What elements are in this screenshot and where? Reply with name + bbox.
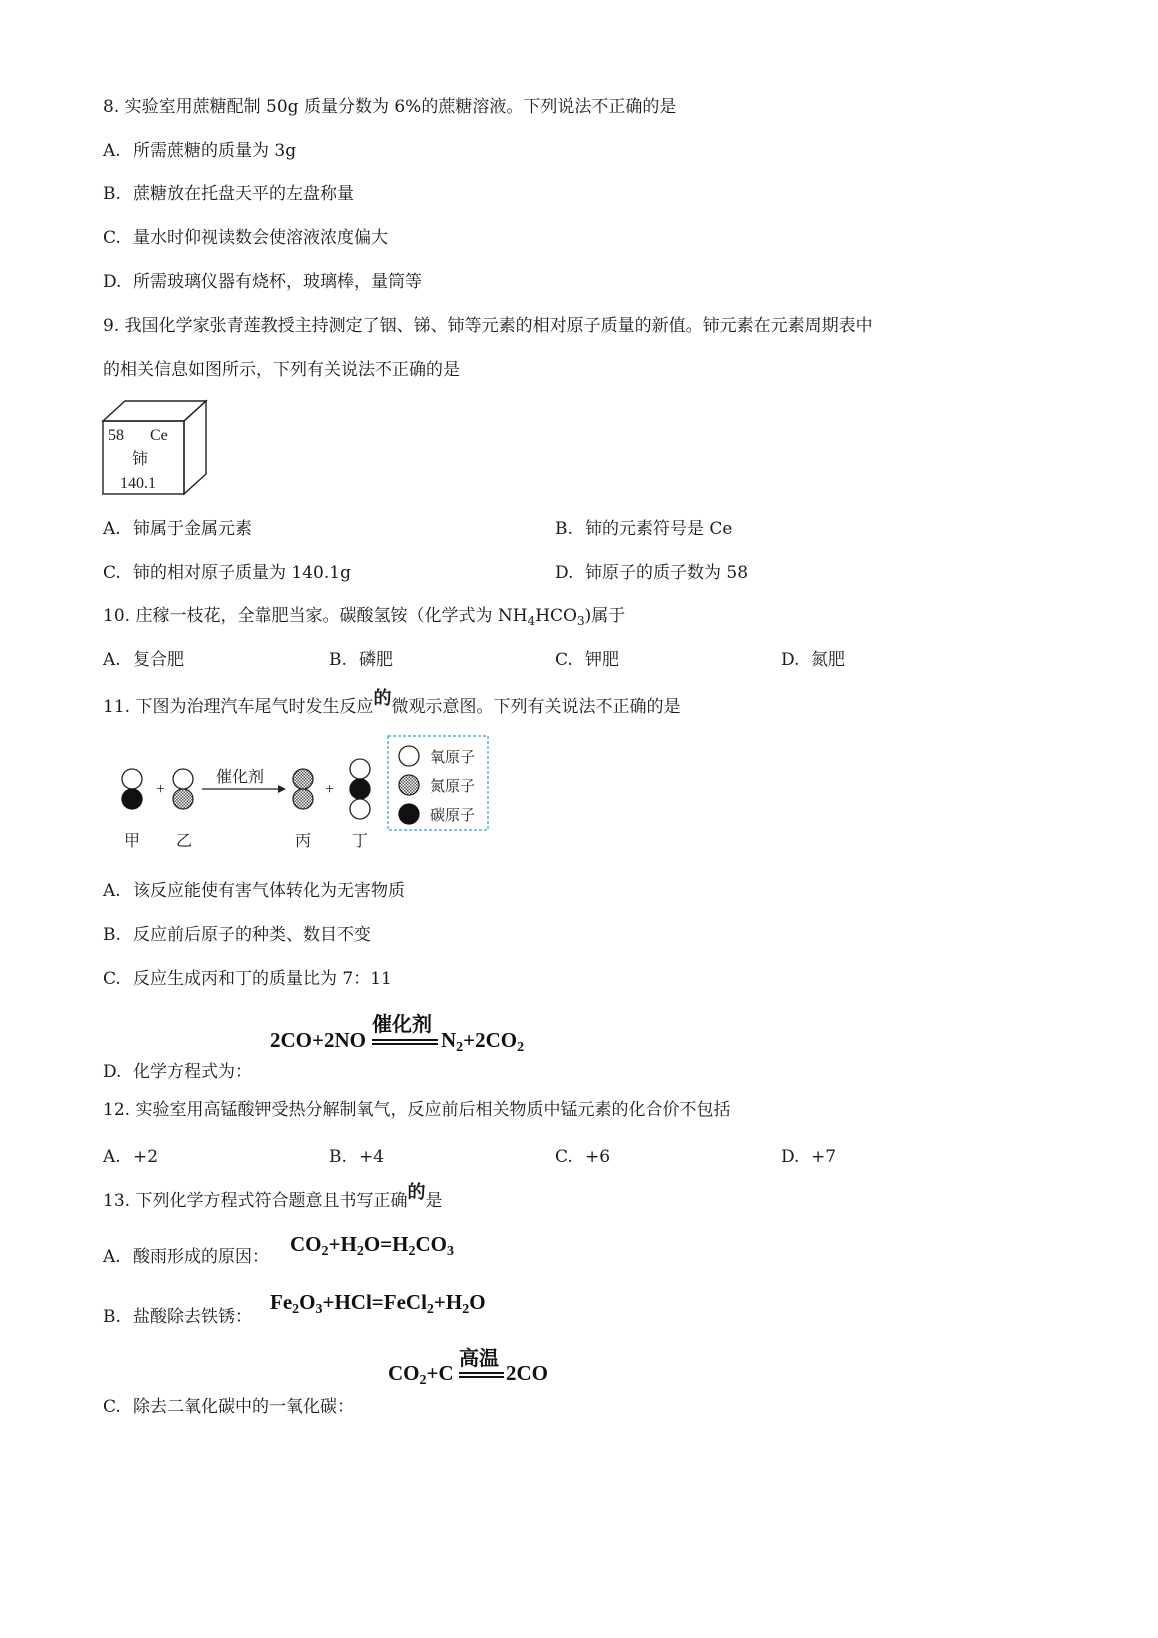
q13-stem [103, 1182, 443, 1212]
eq-part: +2CO [463, 1028, 518, 1052]
option-letter: A. [103, 519, 121, 539]
eq-part: CO [415, 1232, 447, 1256]
q13-option-a [103, 1246, 269, 1268]
equation-condition: 高温 [459, 1348, 499, 1370]
q12-option-a [103, 1146, 158, 1168]
option-text: 量水时仰视读数会使溶液浓度偏大 [133, 228, 388, 248]
option-text: 除去二氧化碳中的一氧化碳： [133, 1397, 354, 1417]
label-yi: 乙 [176, 831, 193, 850]
element-card-cerium [100, 398, 210, 498]
q13-equation-a [290, 1232, 454, 1260]
option-letter: B. [329, 1147, 347, 1167]
label-ding: 丁 [352, 831, 369, 850]
carbon-atom [122, 789, 142, 809]
option-letter: B. [329, 650, 347, 670]
option-text: 酸雨形成的原因： [133, 1247, 269, 1267]
q9-option-b [555, 518, 732, 540]
q12-option-c [555, 1146, 610, 1168]
eq-part: CO [388, 1361, 420, 1385]
q11-option-b [103, 924, 371, 946]
q9-option-a [103, 518, 252, 540]
q9-option-d [555, 562, 748, 584]
option-letter: C. [103, 969, 121, 989]
q9-stem-line2: 的相关信息如图所示，下列有关说法不正确的是 [103, 360, 460, 380]
option-text: 所需玻璃仪器有烧杯，玻璃棒，量筒等 [133, 272, 422, 292]
carbon-atom [350, 779, 370, 799]
legend-nitrogen: 氮原子 [430, 777, 476, 795]
q13-option-c [103, 1396, 354, 1418]
equation-condition: 催化剂 [372, 1014, 432, 1036]
option-text: 铈属于金属元素 [133, 519, 252, 539]
oxygen-atom [350, 799, 370, 819]
reaction-diagram [110, 730, 500, 860]
element-symbol: Ce [150, 427, 168, 444]
q10-sub-4: 4 [527, 614, 536, 628]
q10-sub-3: 3 [576, 614, 585, 628]
plus-sign: + [156, 781, 166, 798]
q12-stem: 12. 实验室用高锰酸钾受热分解制氧气，反应前后相关物质中锰元素的化合价不包括 [103, 1100, 731, 1120]
plus-sign: + [325, 781, 335, 798]
nitrogen-atom [173, 789, 193, 809]
option-letter: B. [103, 184, 121, 204]
catalyst-label: 催化剂 [216, 767, 265, 786]
option-text: 铈的元素符号是 Ce [585, 519, 733, 539]
option-text: 复合肥 [133, 650, 184, 670]
option-letter: D. [103, 1062, 122, 1082]
nitrogen-atom [399, 775, 419, 795]
option-text: 盐酸除去铁锈： [133, 1307, 252, 1327]
nitrogen-atom [293, 789, 313, 809]
option-letter: B. [103, 925, 121, 945]
q11-option-d [103, 1061, 252, 1083]
option-text: 蔗糖放在托盘天平的左盘称量 [133, 184, 354, 204]
option-letter: D. [555, 563, 574, 583]
q13-stem-post: 是 [425, 1191, 443, 1211]
oxygen-atom [173, 769, 193, 789]
q8-option-a [103, 140, 296, 162]
oxygen-atom [350, 759, 370, 779]
eq-part: +H [328, 1232, 357, 1256]
q11-stem-pre: 11. 下图为治理汽车尾气时发生反应 [103, 697, 374, 717]
q12-option-b [329, 1146, 384, 1168]
q8-option-d [103, 271, 422, 293]
q13-stem-de: 的 [407, 1182, 426, 1203]
eq-sub: 3 [446, 1244, 454, 1259]
eq-sub: 2 [456, 1040, 464, 1055]
q13-equation-b [270, 1290, 486, 1318]
q9-stem-line1: 9. 我国化学家张青莲教授主持测定了铟、锑、铈等元素的相对原子质量的新值。铈元素在元素周期表中 [103, 316, 873, 336]
option-text: 该反应能使有害气体转化为无害物质 [133, 881, 405, 901]
q13-equation-c-left [388, 1361, 454, 1389]
q8-option-c [103, 227, 388, 249]
option-text: 铈原子的质子数为 58 [585, 563, 749, 583]
option-text: 氮肥 [811, 650, 845, 670]
q11-equation-left: 2CO+2NO [270, 1028, 366, 1052]
eq-part: +H [433, 1290, 463, 1314]
option-letter: A. [103, 141, 121, 161]
q13-equation-c-right: 2CO [506, 1361, 548, 1385]
q13-stem-pre: 13. 下列化学方程式符合题意且书写正确 [103, 1191, 408, 1211]
option-letter: D. [781, 650, 800, 670]
q13-option-b [103, 1306, 252, 1328]
eq-part: O [469, 1290, 486, 1314]
eq-part: +C [426, 1361, 454, 1385]
q8-stem: 8. 实验室用蔗糖配制 50g 质量分数为 6%的蔗糖溶液。下列说法不正确的是 [103, 97, 677, 117]
q8-option-b [103, 183, 354, 205]
equation-equals [372, 1039, 438, 1045]
element-number: 58 [108, 427, 124, 444]
option-letter: C. [103, 563, 121, 583]
option-text: 反应生成丙和丁的质量比为 7：11 [133, 969, 392, 989]
q10-stem-pre: 10. 庄稼一枝花，全靠肥当家。碳酸氢铵（化学式为 NH [103, 606, 528, 626]
arrow-head [278, 785, 286, 793]
option-letter: A. [103, 1147, 121, 1167]
q11-stem [103, 688, 681, 718]
eq-sub: 2 [292, 1302, 300, 1317]
eq-part: O=H [363, 1232, 409, 1256]
legend-carbon: 碳原子 [430, 806, 476, 824]
option-text: 铈的相对原子质量为 140.1g [133, 563, 351, 583]
option-letter: C. [103, 1397, 121, 1417]
oxygen-atom [399, 746, 419, 766]
option-text: 磷肥 [359, 650, 393, 670]
equation-equals [459, 1372, 504, 1378]
option-text: +4 [359, 1147, 385, 1167]
q11-equation-right [441, 1028, 524, 1056]
q10-stem-mid: HCO [535, 606, 577, 626]
element-mass: 140.1 [120, 475, 156, 492]
q11-option-c [103, 968, 392, 990]
q10-option-a [103, 649, 184, 671]
option-letter: C. [103, 228, 121, 248]
option-letter: B. [103, 1307, 121, 1327]
option-letter: C. [555, 1147, 573, 1167]
option-text: 所需蔗糖的质量为 3g [133, 141, 297, 161]
q12-option-d [781, 1146, 836, 1168]
eq-sub: 3 [315, 1302, 323, 1317]
option-text: 钾肥 [585, 650, 619, 670]
option-text: +2 [133, 1147, 159, 1167]
q10-option-c [555, 649, 619, 671]
q11-option-a [103, 880, 405, 902]
eq-sub: 2 [356, 1244, 364, 1259]
option-letter: A. [103, 650, 121, 670]
eq-part: N [441, 1028, 457, 1052]
option-text: 反应前后原子的种类、数目不变 [133, 925, 371, 945]
option-letter: D. [103, 272, 122, 292]
option-text: +7 [811, 1147, 837, 1167]
option-letter: B. [555, 519, 573, 539]
q10-option-b [329, 649, 393, 671]
option-letter: A. [103, 881, 121, 901]
carbon-atom [399, 804, 419, 824]
element-name: 铈 [132, 449, 149, 468]
eq-part: CO [290, 1232, 322, 1256]
eq-sub: 2 [462, 1302, 470, 1317]
option-text: 化学方程式为： [133, 1062, 252, 1082]
option-letter: C. [555, 650, 573, 670]
legend-oxygen: 氧原子 [430, 748, 476, 766]
oxygen-atom [122, 769, 142, 789]
eq-sub: 2 [517, 1040, 525, 1055]
eq-sub: 2 [321, 1244, 329, 1259]
label-jia: 甲 [124, 831, 141, 850]
eq-part: O [299, 1290, 316, 1314]
eq-sub: 2 [419, 1373, 427, 1388]
eq-part: Fe [270, 1290, 293, 1314]
label-bing: 丙 [295, 831, 312, 850]
q11-stem-de: 的 [373, 688, 392, 709]
eq-sub: 2 [426, 1302, 434, 1317]
option-text: +6 [585, 1147, 611, 1167]
option-letter: A. [103, 1247, 121, 1267]
nitrogen-atom [293, 769, 313, 789]
q10-stem [103, 605, 625, 632]
q11-stem-post: 微观示意图。下列有关说法不正确的是 [391, 697, 681, 717]
option-letter: D. [781, 1147, 800, 1167]
eq-part: +HCl=FeCl [322, 1290, 427, 1314]
eq-sub: 2 [408, 1244, 416, 1259]
q9-option-c [103, 562, 351, 584]
q10-stem-post: )属于 [584, 606, 626, 626]
q10-option-d [781, 649, 845, 671]
